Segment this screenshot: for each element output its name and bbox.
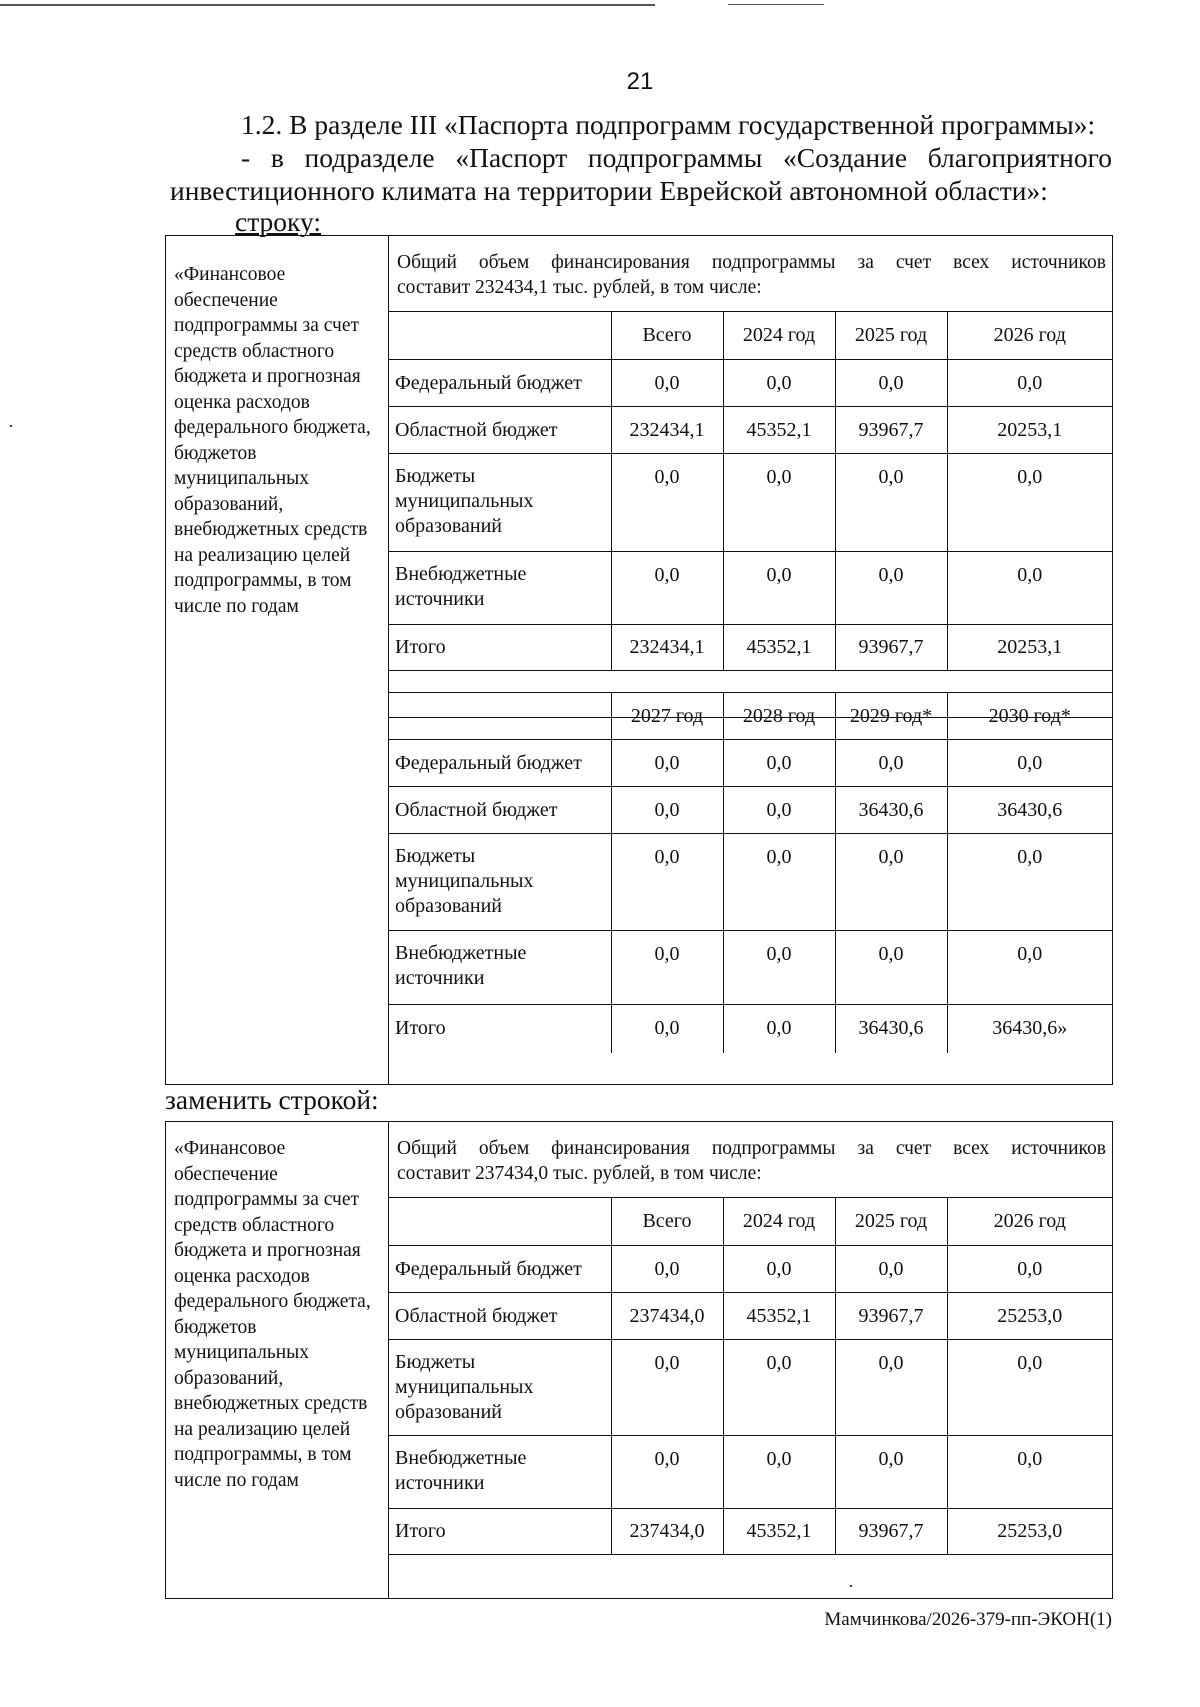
row-label: Федеральный бюджет bbox=[389, 1246, 611, 1293]
table-cell: 25253,0 bbox=[947, 1509, 1112, 1555]
row-label: Внебюджетные источники bbox=[389, 552, 611, 625]
table-cell: 0,0 bbox=[611, 1005, 723, 1053]
row-label: Внебюджетные источники bbox=[389, 931, 611, 1005]
table-cell: 0,0 bbox=[611, 787, 723, 834]
table-cell: 0,0 bbox=[835, 1246, 947, 1293]
table-cell: 0,0 bbox=[723, 1246, 835, 1293]
new-row-description: «Финансовое обеспечение подпрограммы за счет средств областного бюджета и прогнозная оценка расходов федерального бюджета, бюджетов муниципальных образований, внебюджетных средств на реализацию целей подпрограммы, в том числе по годам bbox=[166, 1122, 389, 1598]
table-cell: 0,0 bbox=[611, 1340, 723, 1436]
table-cell: 0,0 bbox=[835, 552, 947, 625]
table-row bbox=[389, 1293, 1112, 1340]
table-cell: 0,0 bbox=[611, 552, 723, 625]
new-passport-row bbox=[165, 1121, 1113, 1599]
table-cell: 0,0 bbox=[611, 740, 723, 787]
table-row bbox=[389, 625, 1112, 671]
table-cell: 36430,6 bbox=[947, 787, 1112, 834]
table-row bbox=[389, 1340, 1112, 1436]
table-cell: 237434,0 bbox=[611, 1293, 723, 1340]
empty-cell bbox=[389, 1555, 1112, 1600]
table-cell: 0,0 bbox=[723, 834, 835, 931]
document-footer-code: Мамчинкова/2026-379-пп-ЭКОН(1) bbox=[824, 1609, 1112, 1630]
table-cell: 36430,6 bbox=[835, 1005, 947, 1053]
old-passport-row bbox=[165, 235, 1113, 1085]
table-cell: 0,0 bbox=[947, 1436, 1112, 1509]
table-cell: 0,0 bbox=[947, 1340, 1112, 1436]
new-table-2024-2026 bbox=[389, 1197, 1112, 1600]
row-label: Внебюджетные источники bbox=[389, 1436, 611, 1509]
old-total-line-1: Общий объем финансирования подпрограммы за счет всех источников bbox=[397, 252, 1106, 273]
table-cell: 45352,1 bbox=[723, 1509, 835, 1555]
table-spacer-row bbox=[389, 1555, 1112, 1600]
table-cell: 0,0 bbox=[947, 552, 1112, 625]
table-cell: 232434,1 bbox=[611, 407, 723, 454]
old-total-statement bbox=[397, 250, 1106, 300]
intro-line-3: инвестиционного климата на территории Еврейской автономной области»: bbox=[170, 175, 1048, 206]
table-header-row bbox=[389, 312, 1112, 360]
table-cell: 0,0 bbox=[611, 360, 723, 407]
table-cell: 0,0 bbox=[723, 552, 835, 625]
old-row-description: «Финансовое обеспечение подпрограммы за счет средств областного бюджета и прогнозная оценка расходов федерального бюджета, бюджетов муниципальных образований, внебюджетных средств на реализацию целей подпрограммы, в том числе по годам bbox=[166, 236, 389, 1084]
header-cell: 2029 год* bbox=[835, 693, 947, 740]
table-cell: 20253,1 bbox=[947, 625, 1112, 671]
table-row bbox=[389, 1246, 1112, 1293]
header-cell: 2028 год bbox=[723, 693, 835, 740]
table-cell: 0,0 bbox=[611, 454, 723, 552]
table-cell: 0,0 bbox=[723, 360, 835, 407]
header-cell: 2024 год bbox=[723, 1198, 835, 1246]
header-cell: 2025 год bbox=[835, 1198, 947, 1246]
table-cell: 93967,7 bbox=[835, 407, 947, 454]
table-cell: 0,0 bbox=[611, 1246, 723, 1293]
row-label: Бюджеты муниципальных образований bbox=[389, 454, 611, 552]
row-label: Областной бюджет bbox=[389, 407, 611, 454]
table-cell: 0,0 bbox=[835, 931, 947, 1005]
table-row bbox=[389, 931, 1112, 1005]
table-row bbox=[389, 1005, 1112, 1053]
table-cell: 0,0 bbox=[947, 834, 1112, 931]
header-cell: Всего bbox=[611, 312, 723, 360]
table-header-row bbox=[389, 693, 1112, 740]
table-cell: 0,0 bbox=[723, 454, 835, 552]
row-label: Итого bbox=[389, 625, 611, 671]
table-cell: 0,0 bbox=[723, 1005, 835, 1053]
scan-top-line bbox=[0, 4, 655, 6]
table-cell: 0,0 bbox=[723, 1436, 835, 1509]
new-row-financing bbox=[389, 1122, 1112, 1598]
table-cell: 45352,1 bbox=[723, 625, 835, 671]
table-cell: 25253,0 bbox=[947, 1293, 1112, 1340]
table-cell: 0,0 bbox=[723, 787, 835, 834]
table-cell: 0,0 bbox=[947, 454, 1112, 552]
scan-top-line-short bbox=[728, 4, 824, 5]
table-cell: 45352,1 bbox=[723, 1293, 835, 1340]
old-table-2024-2026 bbox=[389, 311, 1112, 718]
table-header-row bbox=[389, 1198, 1112, 1246]
old-table-2027-2030 bbox=[389, 692, 1112, 1053]
table-cell: 0,0 bbox=[835, 1436, 947, 1509]
table-cell: 237434,0 bbox=[611, 1509, 723, 1555]
new-total-line-2: составит 237434,0 тыс. рублей, в том числе: bbox=[397, 1163, 762, 1184]
row-label: Областной бюджет bbox=[389, 1293, 611, 1340]
row-label: Областной бюджет bbox=[389, 787, 611, 834]
table-cell: 36430,6» bbox=[947, 1005, 1112, 1053]
header-cell bbox=[389, 1198, 611, 1246]
table-cell: 20253,1 bbox=[947, 407, 1112, 454]
intro-line-4: строку: bbox=[235, 206, 322, 237]
table-row bbox=[389, 787, 1112, 834]
table-row bbox=[389, 740, 1112, 787]
row-label: Бюджеты муниципальных образований bbox=[389, 834, 611, 931]
table-cell: 0,0 bbox=[723, 931, 835, 1005]
table-cell: 0,0 bbox=[835, 454, 947, 552]
table-cell: 0,0 bbox=[611, 834, 723, 931]
table-row bbox=[389, 1436, 1112, 1509]
table-row bbox=[389, 454, 1112, 552]
new-total-line-1: Общий объем финансирования подпрограммы за счет всех источников bbox=[397, 1138, 1106, 1159]
row-label: Итого bbox=[389, 1509, 611, 1555]
table-cell: 0,0 bbox=[947, 360, 1112, 407]
table-cell: 93967,7 bbox=[835, 1293, 947, 1340]
table-cell: 0,0 bbox=[947, 740, 1112, 787]
header-cell bbox=[389, 693, 611, 740]
table-cell: 36430,6 bbox=[835, 787, 947, 834]
table-row bbox=[389, 407, 1112, 454]
header-cell: 2030 год* bbox=[947, 693, 1112, 740]
old-total-line-2: составит 232434,1 тыс. рублей, в том числе: bbox=[397, 277, 762, 298]
row-label: Бюджеты муниципальных образований bbox=[389, 1340, 611, 1436]
header-cell: 2027 год bbox=[611, 693, 723, 740]
scan-speck bbox=[10, 425, 12, 427]
scan-speck bbox=[850, 1585, 852, 1587]
table-cell: 0,0 bbox=[835, 1340, 947, 1436]
header-cell: 2026 год bbox=[947, 1198, 1112, 1246]
table-cell: 0,0 bbox=[723, 740, 835, 787]
page-number: 21 bbox=[626, 68, 654, 95]
intro-line-1: 1.2. В разделе III «Паспорта подпрограмм государственной программы»: bbox=[241, 109, 1096, 140]
table-cell: 45352,1 bbox=[723, 407, 835, 454]
header-cell: 2026 год bbox=[947, 312, 1112, 360]
old-row-financing bbox=[389, 236, 1112, 1084]
table-cell: 0,0 bbox=[947, 1246, 1112, 1293]
table-cell: 0,0 bbox=[835, 740, 947, 787]
table-cell: 0,0 bbox=[611, 1436, 723, 1509]
table-row bbox=[389, 552, 1112, 625]
header-cell: Всего bbox=[611, 1198, 723, 1246]
table-cell: 0,0 bbox=[835, 834, 947, 931]
table-cell: 0,0 bbox=[835, 360, 947, 407]
table-cell: 0,0 bbox=[611, 931, 723, 1005]
table-cell: 232434,1 bbox=[611, 625, 723, 671]
row-label: Федеральный бюджет bbox=[389, 360, 611, 407]
table-row bbox=[389, 834, 1112, 931]
header-cell: 2025 год bbox=[835, 312, 947, 360]
table-row bbox=[389, 1509, 1112, 1555]
table-cell: 0,0 bbox=[947, 931, 1112, 1005]
replace-label: заменить строкой: bbox=[165, 1084, 379, 1115]
header-cell bbox=[389, 312, 611, 360]
row-label: Итого bbox=[389, 1005, 611, 1053]
row-label: Федеральный бюджет bbox=[389, 740, 611, 787]
intro-line-2: - в подразделе «Паспорт подпрограммы «Создание благоприятного bbox=[241, 142, 1112, 173]
table-cell: 93967,7 bbox=[835, 1509, 947, 1555]
table-cell: 93967,7 bbox=[835, 625, 947, 671]
new-total-statement bbox=[397, 1136, 1106, 1186]
table-cell: 0,0 bbox=[723, 1340, 835, 1436]
table-row bbox=[389, 360, 1112, 407]
header-cell: 2024 год bbox=[723, 312, 835, 360]
